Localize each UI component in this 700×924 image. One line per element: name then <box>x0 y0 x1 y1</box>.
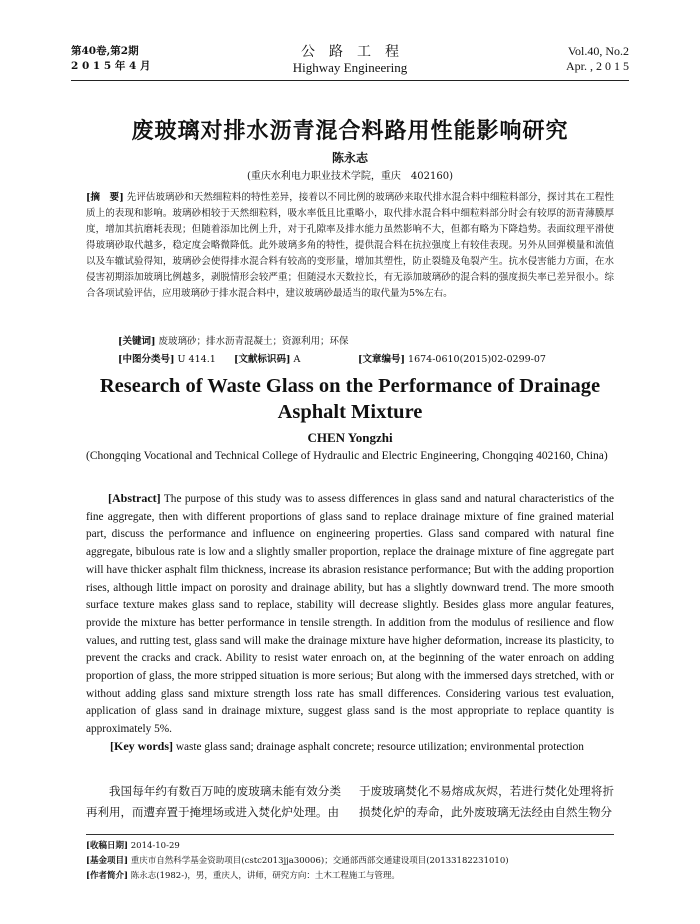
header-center <box>71 44 629 76</box>
abstract-cn-label: [摘 要] <box>86 192 124 203</box>
keywords-en-label: [Key words] <box>110 739 173 753</box>
abstract-en-label: [Abstract] <box>108 491 161 505</box>
abstract-cn <box>86 190 614 302</box>
body-text-right-column: 于废玻璃焚化不易熔成灰烬，若进行焚化处理将折损焚化炉的寿命，此外废玻璃无法经由自然生物分 <box>359 784 614 819</box>
clc-code: U 414.1 <box>177 354 216 365</box>
paper-title-en: Research of Waste Glass on the Performance of Drainage Asphalt Mixture <box>99 375 601 423</box>
affiliation-cn: (重庆水利电力职业技术学院，重庆 402160) <box>247 171 453 182</box>
paper-title-cn: 废玻璃对排水沥青混合料路用性能影响研究 <box>131 119 569 144</box>
affiliation-en: (Chongqing Vocational and Technical College of Hydraulic and Electric Engineering, Chongqing 402160, China) <box>86 450 608 462</box>
keywords-cn-label: [关键词] <box>118 336 156 347</box>
author-en: CHEN Yongzhi <box>307 430 393 445</box>
author-bio-label: [作者简介] <box>86 871 129 881</box>
header-right <box>566 44 629 74</box>
received-label: [收稿日期] <box>86 841 129 851</box>
article-no: 1674-0610(2015)02-0299-07 <box>408 354 546 365</box>
footnote-divider <box>86 834 614 835</box>
article-no-label: [文章编号] <box>358 354 405 365</box>
keywords-cn <box>118 333 349 347</box>
fund-text: 重庆市自然科学基金资助项目(cstc2013jja30006)；交通部西部交通建设项目(20133182231010) <box>130 856 509 866</box>
volume-en: Vol.40, No.2 <box>567 44 629 58</box>
footnote-fund <box>86 855 509 867</box>
doc-code: A <box>293 354 301 365</box>
date-en: Apr. , 2 0 1 5 <box>566 59 629 73</box>
keywords-cn-text: 废玻璃砂；排水沥青混凝土；资源利用；环保 <box>158 336 349 347</box>
journal-name-cn: 公 路 工 程 <box>301 44 399 60</box>
journal-name-en: Highway Engineering <box>292 60 408 75</box>
abstract-cn-text: 先评估玻璃砂和天然细粒料的特性差异，接着以不同比例的玻璃砂来取代排水混合料中细粒料部分，探讨其在工程性质上的表现和影响。玻璃砂相较于天然细粒料，吸水率低且比重略小，取代排水混合料中细粒料部分时会有较厚的沥青薄膜厚度，增加其抗磨耗表现；但随着添加比例上升，对于孔隙率及排水能力虽然影响不大，但都有略为下降趋势。表面纹理平滑使得玻璃砂取代越多，稳定度会略微降低。此外玻璃多角的特性，提供混合料在抗拉强度上有较佳表现。另外从回弹模量和流值以及车辙试验得知，玻璃砂会使得排水混合料有较高的变形量，增加其塑性，防止裂缝及龟裂产生。抗水侵害能力方面，在水侵害初期添加玻璃比例越多，剥脱情形会较严重；但随浸水天数拉长，有无添加玻璃砂的混合料的强度损失率已差异很小。综合各项试验评估，应用玻璃砂于排水混合料中，建议玻璃砂最适当的取代量为5%左右。 <box>86 192 614 299</box>
keywords-en <box>86 737 614 756</box>
running-header <box>71 44 629 81</box>
clc-label: [中图分类号] <box>118 354 175 365</box>
received-date: 2014-10-29 <box>130 841 180 851</box>
author-bio-text: 陈永志(1982-)，男，重庆人，讲师，研究方向：土木工程施工与管理。 <box>130 871 400 881</box>
author-cn: 陈永志 <box>331 151 368 165</box>
footnote-received <box>86 840 180 852</box>
abstract-en <box>86 490 614 739</box>
doc-code-label: [文献标识码] <box>234 354 291 365</box>
abstract-en-text: The purpose of this study was to assess differences in glass sand and natural characteristics of the fine aggregate, then with different proportions of glass sand to replace drainage mixture of fine grained material part, discuss the performance and influence on engineering properties. Glass sand compared with natural fine aggregate, bibulous rate is low and a slightly smaller proportion, replace the drainage mixture of fine aggregate part will have thicker asphalt film thickness, increase its abrasion resistance performance; But with the adding proportion rises, although little impact on porosity and drainage ability, but has a slightly downward trend. The more smooth surface texture makes glass sand to replace, stability will decrease slightly. Besides glass more angular features, provide the mixture has better performance in tensile strength. In addition from the modulus of resilience and flow values, and rutting test, glass sand will make the drainage mixture have higher deformation, increase its plasticity, to prevent the cracks and crack. Ability to resist water enroach on, at the beginning of the water enroach on adding proportion of glass, the more stripped situation is more serious; But along with the immersed days stretched, with or without adding glass sand mixture strength loss rate has small differences. Considering various test evaluation, application of glass sand in drainage mixture, suggest glass sand is the most appropriate to replace quantity is approximately 5%. <box>86 493 615 736</box>
footnote-author-bio <box>86 870 400 882</box>
fund-label: [基金项目] <box>86 856 129 866</box>
keywords-en-text: waste glass sand; drainage asphalt concrete; resource utilization; environmental protection <box>175 741 584 753</box>
date-cn: 2 0 1 5 年 4 月 <box>71 60 151 72</box>
body-text-left-column: 我国每年约有数百万吨的废玻璃未能有效分类再利用，而遭弃置于掩埋场或进入焚化炉处理。由 <box>86 784 341 819</box>
volume-cn: 第40卷,第2期 <box>71 45 139 57</box>
